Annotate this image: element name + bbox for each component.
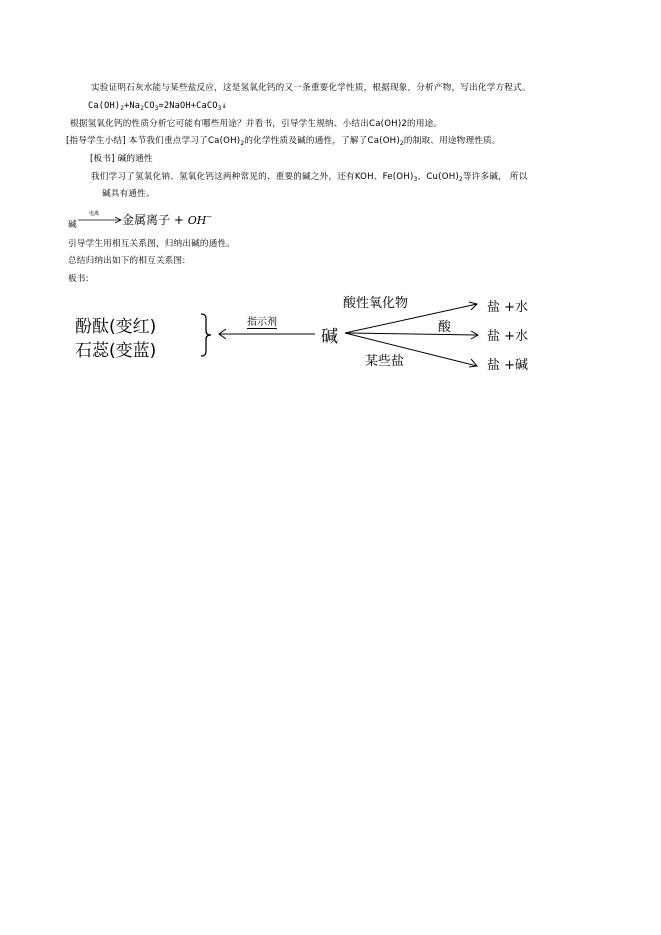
subscript: 2 (120, 105, 125, 112)
diagram-phenolphthalein: 酚酞(变红) (75, 317, 157, 337)
subscript: 3 (413, 176, 418, 183)
diagram-indicator-label: 指示剂 (247, 317, 277, 328)
paragraph-summary (66, 136, 501, 149)
ionization-equation (68, 210, 328, 230)
board-label: 板书: (68, 274, 89, 284)
eq-part: CO (144, 101, 155, 111)
text-part: 的制取、用途物理性质。 (403, 136, 501, 146)
text-part: 我们学习了氢氧化钠、氢氧化钙这两种常见的、重要的碱之外，还有KOH、Fe(OH) (91, 172, 414, 182)
subscript: 3 (217, 105, 222, 112)
diagram-base: 碱 (321, 327, 338, 347)
paragraph-uses: 根据氢氧化钙的性质分析它可能有哪些用途？并看书，引导学生规纳、小结出Ca(OH)2的用途。 (70, 119, 443, 129)
paragraph-bases (91, 172, 527, 185)
eq-part: ↓ (221, 101, 227, 111)
brace-icon (199, 312, 213, 358)
diagram-acid: 酸 (438, 320, 452, 335)
text-part: [指导学生小结] 本节我们重点学习了Ca(OH) (66, 136, 241, 146)
paragraph-guide: 引导学生用相互关系图，归纳出碱的通性。 (68, 239, 236, 249)
eq-metal-ion: 金属离子 + (122, 213, 188, 227)
eq-products (122, 211, 212, 228)
indicator-arrow-icon (215, 328, 315, 340)
subscript: 2 (140, 105, 144, 112)
diagram-product-salt-water-2: 盐 +水 (487, 329, 529, 344)
right-arrow-icon (78, 216, 124, 224)
text-part: 的化学性质及碱的通性，了解了Ca(OH) (244, 136, 400, 146)
subscript: 2 (399, 140, 404, 147)
subscript: 3 (154, 105, 159, 112)
eq-condition: 电离 (89, 211, 100, 217)
subscript: 2 (458, 176, 463, 183)
eq-base: 碱 (68, 220, 77, 230)
board-heading: [板书] 碱的通性 (90, 154, 153, 164)
base-properties-diagram (75, 292, 555, 380)
diagram-product-salt-water-1: 盐 +水 (487, 300, 529, 315)
text-part: 等许多碱， 所以 (462, 172, 528, 182)
diagram-some-salts: 某些盐 (365, 354, 405, 369)
diagram-acidic-oxide: 酸性氧化物 (343, 296, 409, 311)
subscript: 2 (240, 140, 245, 147)
eq-part: Ca(OH) (88, 101, 121, 111)
chemical-equation (88, 101, 227, 114)
eq-part: =2NaOH+CaCO (158, 101, 218, 111)
text-part: 、Cu(OH) (417, 172, 459, 182)
eq-charge: − (206, 213, 213, 221)
paragraph-reaction-intro: 实验证明石灰水能与某些盐反应，这是氢氧化钙的又一条重要化学性质，根据现象，分析产物，写出化学方程式。 (91, 83, 531, 93)
diagram-product-salt-base: 盐 +碱 (487, 358, 529, 373)
eq-hydroxide: OH (187, 214, 207, 227)
diagram-litmus: 石蕊(变蓝) (75, 341, 157, 361)
paragraph-conclusion: 碱具有通性。 (102, 189, 155, 199)
eq-part: +Na (124, 101, 141, 111)
paragraph-summary-diagram: 总结归纳出如下的相互关系图: (68, 256, 186, 266)
